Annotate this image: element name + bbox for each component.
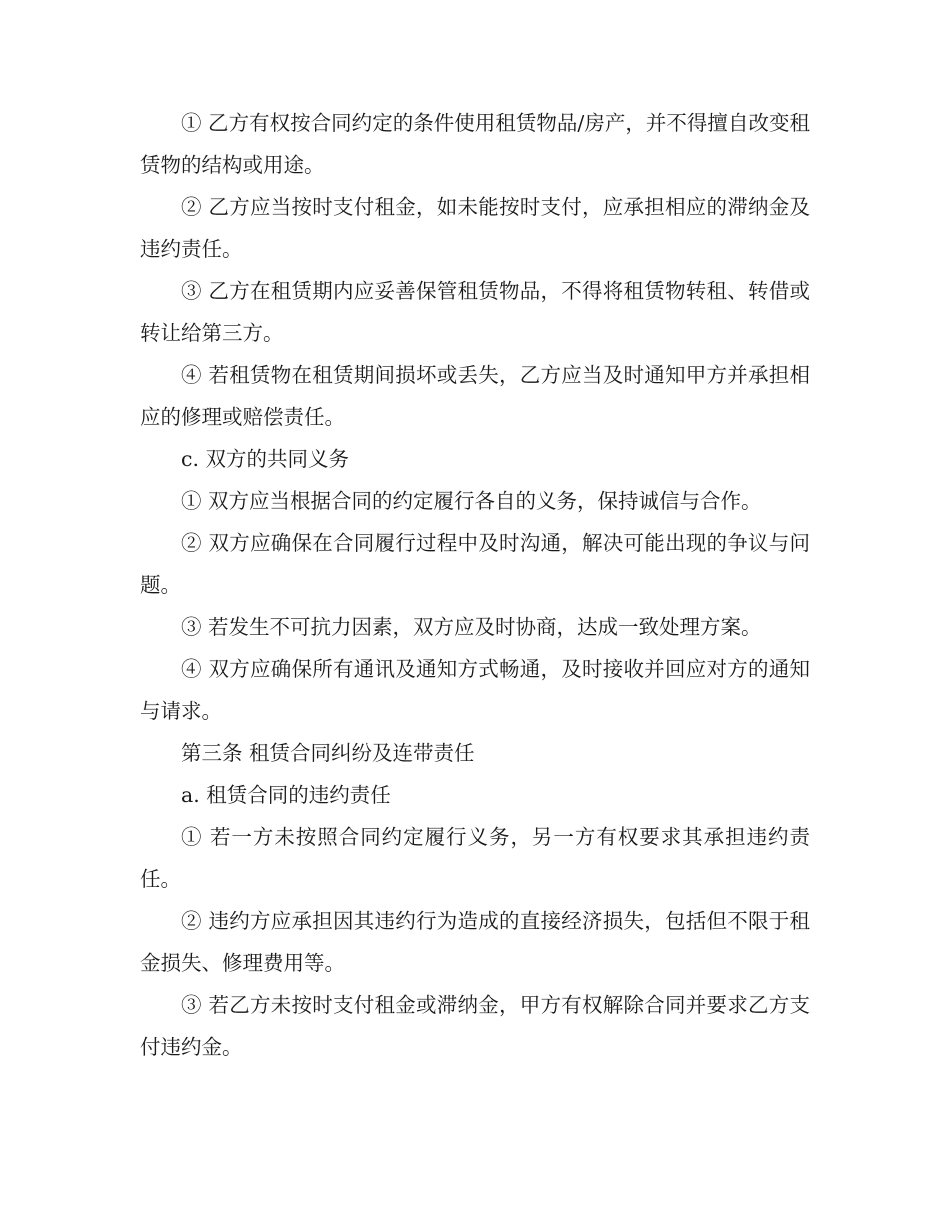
paragraph-lessee-pay-rent: ② 乙方应当按时支付租金，如未能按时支付，应承担相应的滞纳金及违约责任。 — [140, 195, 810, 261]
paragraph-force-majeure: ③ 若发生不可抗力因素，双方应及时协商，达成一致处理方案。 — [181, 615, 762, 639]
article-heading-disputes: 第三条 租赁合同纠纷及连带责任 — [181, 741, 475, 765]
paragraph-mutual-good-faith: ① 双方应当根据合同的约定履行各自的义务，保持诚信与合作。 — [181, 489, 762, 513]
paragraph-breach-unpaid-rent: ③ 若乙方未按时支付租金或滞纳金，甲方有权解除合同并要求乙方支付违约金。 — [140, 993, 810, 1059]
paragraph-lessee-damage-loss: ④ 若租赁物在租赁期间损坏或丢失，乙方应当及时通知甲方并承担相应的修理或赔偿责任。 — [140, 363, 810, 429]
paragraph-mutual-communication: ② 双方应确保在合同履行过程中及时沟通，解决可能出现的争议与问题。 — [140, 531, 810, 597]
section-heading-mutual-obligations: c. 双方的共同义务 — [181, 447, 350, 471]
paragraph-lessee-safekeeping: ③ 乙方在租赁期内应妥善保管租赁物品，不得将租赁物转租、转借或转让给第三方。 — [140, 279, 810, 345]
section-heading-breach-liability: a. 租赁合同的违约责任 — [181, 783, 391, 807]
document-body — [140, 102, 810, 1068]
paragraph-breach-right-to-claim: ① 若一方未按照合同约定履行义务，另一方有权要求其承担违约责任。 — [140, 825, 810, 891]
paragraph-breach-direct-losses: ② 违约方应承担因其违约行为造成的直接经济损失，包括但不限于租金损失、修理费用等。 — [140, 909, 810, 975]
paragraph-mutual-notices: ④ 双方应确保所有通讯及通知方式畅通，及时接收并回应对方的通知与请求。 — [140, 657, 810, 723]
paragraph-lessee-right-use: ① 乙方有权按合同约定的条件使用租赁物品/房产，并不得擅自改变租赁物的结构或用途。 — [140, 111, 810, 177]
